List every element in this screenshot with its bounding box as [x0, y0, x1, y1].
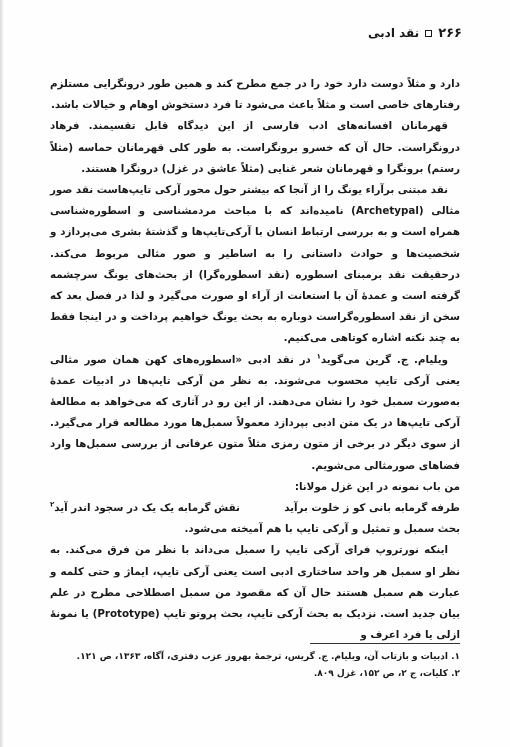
paragraph: بحث سمبل و تمثیل و آرکی تایپ با هم آمیخته می‌شود. [184, 523, 460, 536]
paragraph [50, 350, 460, 477]
footnote: ۲. کلیات، ج ۲، ص ۱۵۲، غزل ۸۰۹. [313, 669, 460, 679]
paragraph-text: ویلیام. ج. گرین می‌گوید [320, 353, 448, 366]
footnote-ref: ۲ [50, 500, 55, 509]
footnotes [50, 649, 460, 683]
book-title: نقد ادبی [368, 26, 420, 40]
main-text [50, 74, 460, 646]
paragraph: نقد مبتنی برآراء یونگ را از آنجا که بیشتر حول محور آرکی تایپ‌هاست نقد صور مثالی (Archetypal) نامیده‌اند که با مباحث مردمشناسی و اسطوره‌شناسی همراه است و به بررسی ارتباط انسان با آرکی‌تایپ‌ها و گذشتهٔ بشری می‌پردازد و شخصیت‌ها و حوادث داستانی را به اساطیر و صور مثالی مربوط می‌کند. درحقیقت نقد برمبنای اسطوره (نقد اسطوره‌گرا) از بحث‌های یونگ سرچشمه گرفته است و عمدهٔ آن با استعانت از آراء او صورت می‌گیرد و لذا در فصل بعد که سخن از نقد اسطوره‌گراست دوباره به بحث یونگ خواهیم پرداخت و در اینجا فقط به چند نکته اشاره کوتاهی می‌کنیم. [50, 184, 461, 345]
running-header [48, 20, 462, 46]
verse-hemistich [50, 498, 240, 519]
verse-hemistich-text: نقش گرمابه یک یک در سجود اندر آید [54, 502, 240, 515]
paragraph-text: در نقد ادبی «اسطوره‌های کهن همان صور مثالی یعنی آرکی تایپ محسوب می‌شوند. به نظر من آرکی تایپ‌ها در ادبیات عمدهٔ به‌صورت سمبل خود را نشان می‌دهند. از این رو در آثاری که می‌خواهد به مطالعهٔ آرکی تایپ‌ها در یک متن ادبی بپردازد معمولاً سمبل‌ها مورد مطالعه قرار می‌گیرد. از سوی دیگر در برخی از متون رمزی مثلاً متون عرفانی از بررسی سمبل‌ها وارد فضاهای صورمثالی می‌شویم. [50, 353, 460, 472]
page-number: ۲۶۶ [438, 25, 462, 41]
footnote-ref: ۱ [316, 352, 321, 361]
verse-hemistich: طرفه گرمابه بانی کو ز خلوت برآید [284, 502, 460, 515]
footnote-divider [310, 643, 460, 644]
poem-verse [50, 498, 460, 519]
square-separator-icon [425, 30, 432, 37]
footnote: ۱. ادبیات و بازتاب آن، ویلیام. ج. گریس، ترجمهٔ بهروز عزب دفتری، آگاه، ۱۳۶۳، ص ۱۲۱. [76, 652, 460, 662]
paragraph: اینکه نورتروپ فرای آرکی تایپ را سمبل می‌داند با نظر من فرق می‌کند. به نظر او سمبل هر واحد ساختاری ادبی است یعنی آرکی تایپ، ایماژ و حتی کلمه و عبارت هم سمبل هستند حال آن که مقصود من سمبل اصطلاحی مطرح در علم بیان جدید است. نزدیک به بحث آرکی تایپ، بحث پروتو تایپ (Prototype) یا نمونهٔ ازلی یا فرد اعرف و [50, 544, 461, 642]
paragraph: قهرمانان افسانه‌های ادب فارسی از این دیدگاه قابل تقسیمند. فرهاد درونگراست. حال آن که خسرو برونگراست. به طور کلی قهرمانان حماسه (مثلاً رستم) برونگرا و قهرمانان شعر غنایی (مثلاً عاشق در غزل) درونگرا هستند. [50, 120, 460, 175]
paragraph: دارد و مثلاً دوست دارد خود را در جمع مطرح کند و همین طور درونگرایی مستلزم رفتارهای خاصی است و مثلاً باعث می‌شود تا فرد دستخوش اوهام و خیالات باشد. [50, 78, 460, 112]
poem-intro: من باب نمونه در این غزل مولانا: [294, 480, 460, 493]
